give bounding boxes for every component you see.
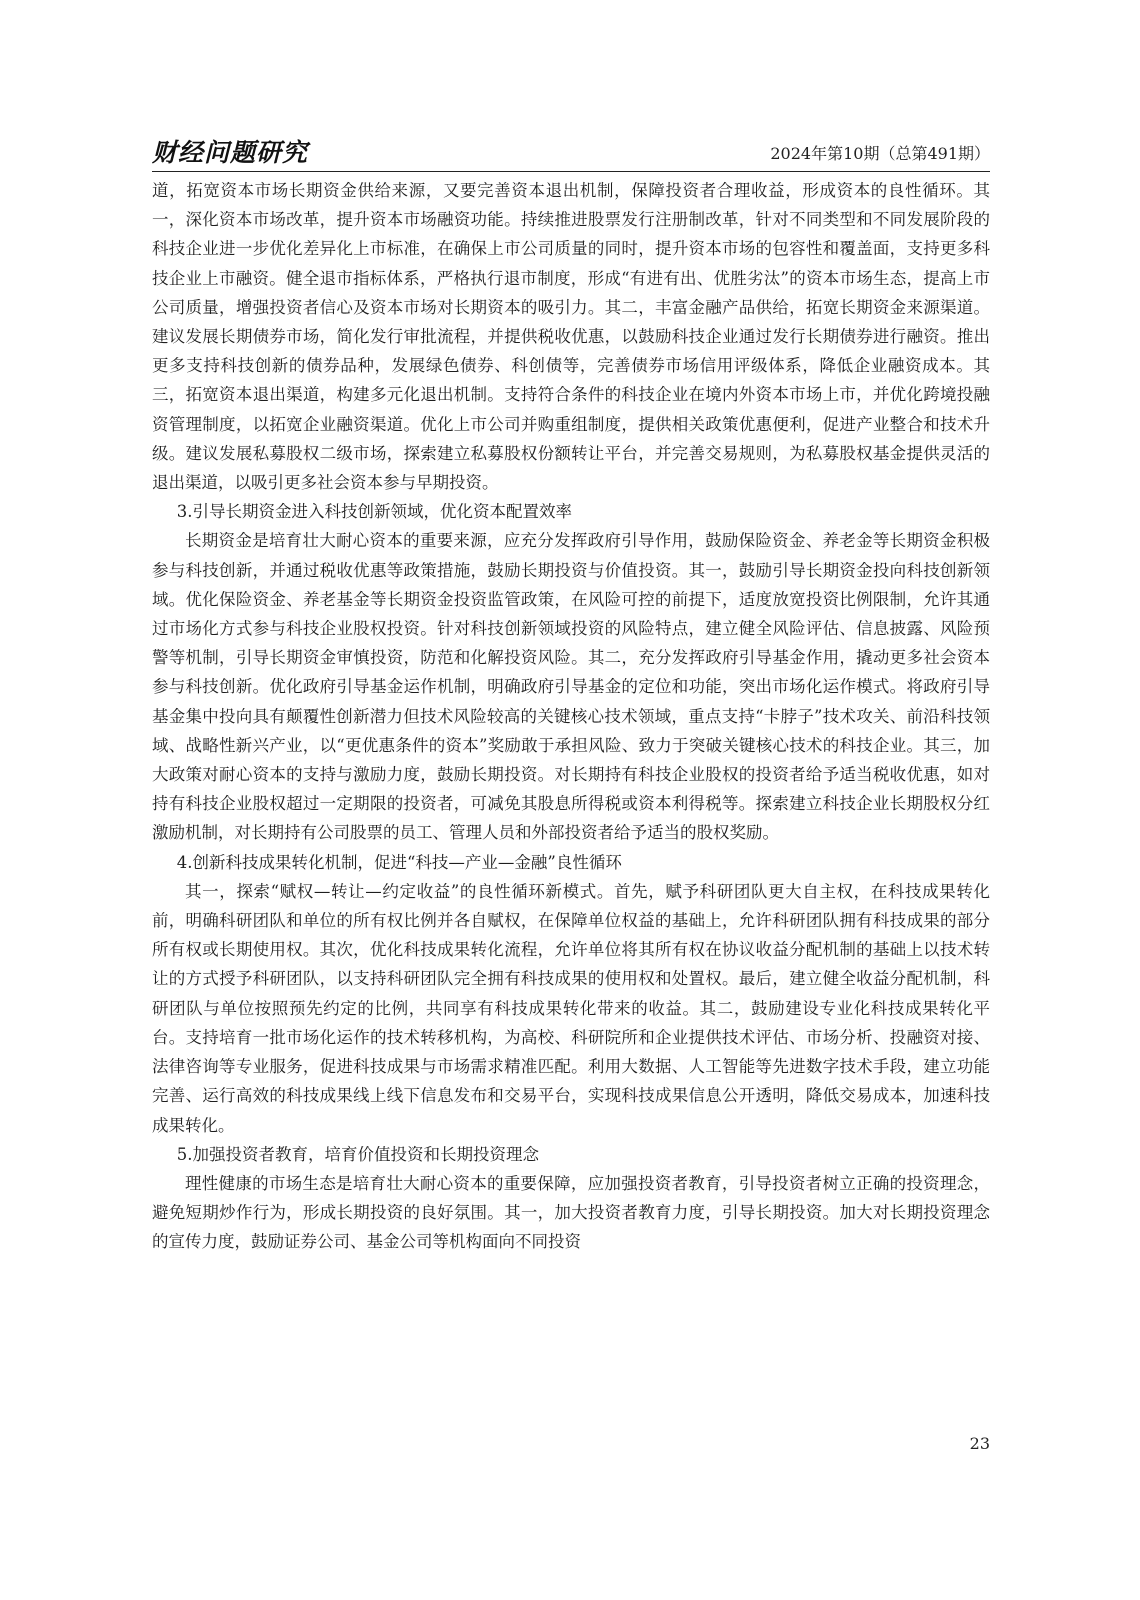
paragraph: 理性健康的市场生态是培育壮大耐心资本的重要保障，应加强投资者教育，引导投资者树立正确的投资理念，避免短期炒作行为，形成长期投资的良好氛围。其一，加大投资者教育力度，引导长期投资。加大对长期投资理念的宣传力度，鼓励证券公司、基金公司等机构面向不同投资 xyxy=(152,1173,990,1252)
paragraph: 长期资金是培育壮大耐心资本的重要来源，应充分发挥政府引导作用，鼓励保险资金、养老金等长期资金积极参与科技创新，并通过税收优惠等政策措施，鼓励长期投资与价值投资。其一，鼓励引导长期资金投向科技创新领域。优化保险资金、养老基金等长期资金投资监管政策，在风险可控的前提下，适度放宽投资比例限制，允许其通过市场化方式参与科技企业股权投资。针对科技创新领域投资的风险特点，建立健全风险评估、信息披露、风险预警等机制，引导长期资金审慎投资，防范和化解投资风险。其二，充分发挥政府引导基金作用，撬动更多社会资本参与科技创新。优化政府引导基金运作机制，明确政府引导基金的定位和功能，突出市场化运作模式。将政府引导基金集中投向具有颠覆性创新潜力但技术风险较高的关键核心技术领域，重点支持“卡脖子”技术攻关、前沿科技领域、战略性新兴产业，以“更优惠条件的资本”奖励敢于承担风险、致力于突破关键核心技术的科技企业。其三，加大政策对耐心资本的支持与激励力度，鼓励长期投资。对长期持有科技企业股权的投资者给予适当税收优惠，如对持有科技企业股权超过一定期限的投资者，可减免其股息所得税或资本利得税等。探索建立科技企业长期股权分红激励机制，对长期持有公司股票的员工、管理人员和外部投资者给予适当的股权奖励。 xyxy=(152,531,990,843)
section-heading: 5.加强投资者教育，培育价值投资和长期投资理念 xyxy=(176,1144,539,1164)
page-number: 23 xyxy=(969,1434,990,1453)
section-heading: 3.引导长期资金进入科技创新领域，优化资本配置效率 xyxy=(176,502,572,522)
section-heading: 4.创新科技成果转化机制，促进“科技—产业—金融”良性循环 xyxy=(176,852,622,872)
journal-title-logo: 财经问题研究 xyxy=(152,138,309,167)
article-body xyxy=(152,176,990,1257)
issue-info: 2024年第10期（总第491期） xyxy=(770,144,990,163)
header-rule xyxy=(152,171,990,172)
page-header xyxy=(152,138,990,168)
paragraph-continued: 道，拓宽资本市场长期资金供给来源，又要完善资本退出机制，保障投资者合理收益，形成资本的良性循环。其一，深化资本市场改革，提升资本市场融资功能。持续推进股票发行注册制改革，针对不同类型和不同发展阶段的科技企业进一步优化差异化上市标准，在确保上市公司质量的同时，提升资本市场的包容性和覆盖面，支持更多科技企业上市融资。健全退市指标体系，严格执行退市制度，形成“有进有出、优胜劣汰”的资本市场生态，提高上市公司质量，增强投资者信心及资本市场对长期资本的吸引力。其二，丰富金融产品供给，拓宽长期资金来源渠道。建议发展长期债券市场，简化发行审批流程，并提供税收优惠，以鼓励科技企业通过发行长期债券进行融资。推出更多支持科技创新的债券品种，发展绿色债券、科创债等，完善债券市场信用评级体系，降低企业融资成本。其三，拓宽资本退出渠道，构建多元化退出机制。支持符合条件的科技企业在境内外资本市场上市，并优化跨境投融资管理制度，以拓宽企业融资渠道。优化上市公司并购重组制度，提供相关政策优惠便利，促进产业整合和技术升级。建议发展私募股权二级市场，探索建立私募股权份额转让平台，并完善交易规则，为私募股权基金提供灵活的退出渠道，以吸引更多社会资本参与早期投资。 xyxy=(152,181,990,493)
paragraph: 其一，探索“赋权—转让—约定收益”的良性循环新模式。首先，赋予科研团队更大自主权，在科技成果转化前，明确科研团队和单位的所有权比例并各自赋权，在保障单位权益的基础上，允许科研团队拥有科技成果的部分所有权或长期使用权。其次，优化科技成果转化流程，允许单位将其所有权在协议收益分配机制的基础上以技术转让的方式授予科研团队，以支持科研团队完全拥有科技成果的使用权和处置权。最后，建立健全收益分配机制，科研团队与单位按照预先约定的比例，共同享有科技成果转化带来的收益。其二，鼓励建设专业化科技成果转化平台。支持培育一批市场化运作的技术转移机构，为高校、科研院所和企业提供技术评估、市场分析、投融资对接、法律咨询等专业服务，促进科技成果与市场需求精准匹配。利用大数据、人工智能等先进数字技术手段，建立功能完善、运行高效的科技成果线上线下信息发布和交易平台，实现科技成果信息公开透明，降低交易成本，加速科技成果转化。 xyxy=(152,881,990,1135)
